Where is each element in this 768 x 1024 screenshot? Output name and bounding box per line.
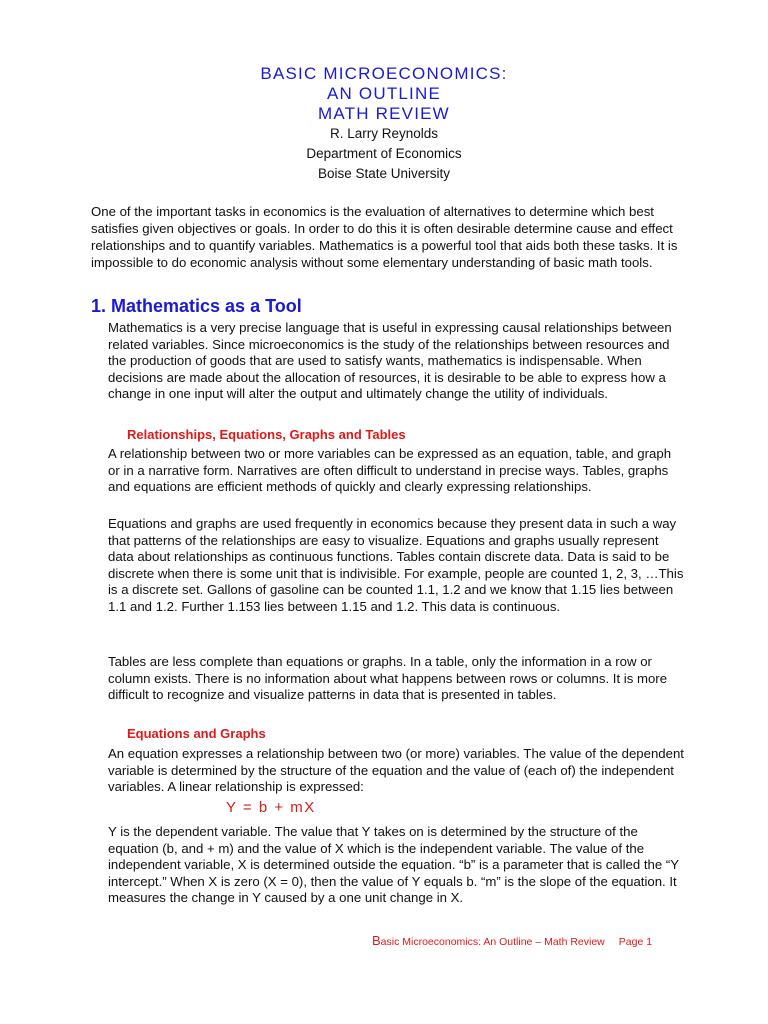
subsection-heading-relationships: Relationships, Equations, Graphs and Tables [127,427,406,442]
footer-lead-letter: B [372,933,381,948]
subsection-heading-equations: Equations and Graphs [127,726,266,741]
intro-paragraph: One of the important tasks in economics is the evaluation of alternatives to determine which best satisfies given objectives or goals. In order to do this it is often desirable determine cause and effect relationships and to quantify variables. Mathematics is a powerful tool that aids both these tasks. It is impossible to do economic analysis without some elementary understanding of basic math tools. [91,204,678,270]
title-block [0,64,768,184]
section-paragraph: Mathematics is a very precise language that is useful in expressing causal relationships between related variables. Since microeconomics is the study of the relationships between resources and the production of goods that are used to satisfy wants, mathematics is indispensable. When decisions are made about the allocation of resources, it is desirable to be able to express how a change in one input will alter the output and ultimately change the utility of individuals. [108,320,672,402]
author-name: R. Larry Reynolds [329,126,439,141]
linear-equation: Y = b + mX [226,799,316,816]
department: Department of Economics [306,146,462,161]
section-heading: 1. Mathematics as a Tool [91,296,302,316]
title-line-2: AN OUTLINE [326,84,442,103]
paragraph-equations-2: Y is the dependent variable. The value that Y takes on is determined by the structure of the equation (b, and + m) and the value of X which is the independent variable. The value of the independent variable, X is determined outside the equation. “b” is a parameter that is called the “Y intercept.” When X is zero (X = 0), then the value of Y equals b. “m” is the slope of the equation. It measures the change in Y caused by a one unit change in X. [108,824,679,906]
footer-title: asic Microeconomics: An Outline – Math Review [380,936,605,948]
paragraph-relationships-3: Tables are less complete than equations or graphs. In a table, only the information in a row or column exists. There is no information about what happens between rows or columns. It is more difficult to recognize and visualize patterns in data that is presented in tables. [108,654,668,703]
university: Boise State University [317,166,451,181]
paragraph-relationships-2: Equations and graphs are used frequently in economics because they present data in such a way that patterns of the relationships are easy to visualize. Equations and graphs usually represent data about relationships as continuous functions. Tables contain discrete data. Data is said to be discrete when there is some unit that is indivisible. For example, people are counted 1, 2, 3, …This is a discrete set. Gallons of gasoline can be counted 1.1, 1.2 and we know that 1.15 lies between 1.1 and 1.2. Further 1.153 lies between 1.15 and 1.2. This data is continuous. [108,516,684,614]
page-number: Page 1 [618,936,653,948]
page-footer [372,934,652,949]
paragraph-equations-1: An equation expresses a relationship between two (or more) variables. The value of the dependent variable is determined by the structure of the equation and the value of (each of) the independent variables. A linear relationship is expressed: [108,746,684,795]
title-line-1: BASIC MICROECONOMICS: [260,64,508,83]
title-line-3: MATH REVIEW [318,104,450,123]
paragraph-relationships-1: A relationship between two or more variables can be expressed as an equation, table, and graph or in a narrative form. Narratives are often difficult to understand in precise ways. Tables, graphs and equations are efficient methods of quickly and clearly expressing relationships. [108,446,672,495]
